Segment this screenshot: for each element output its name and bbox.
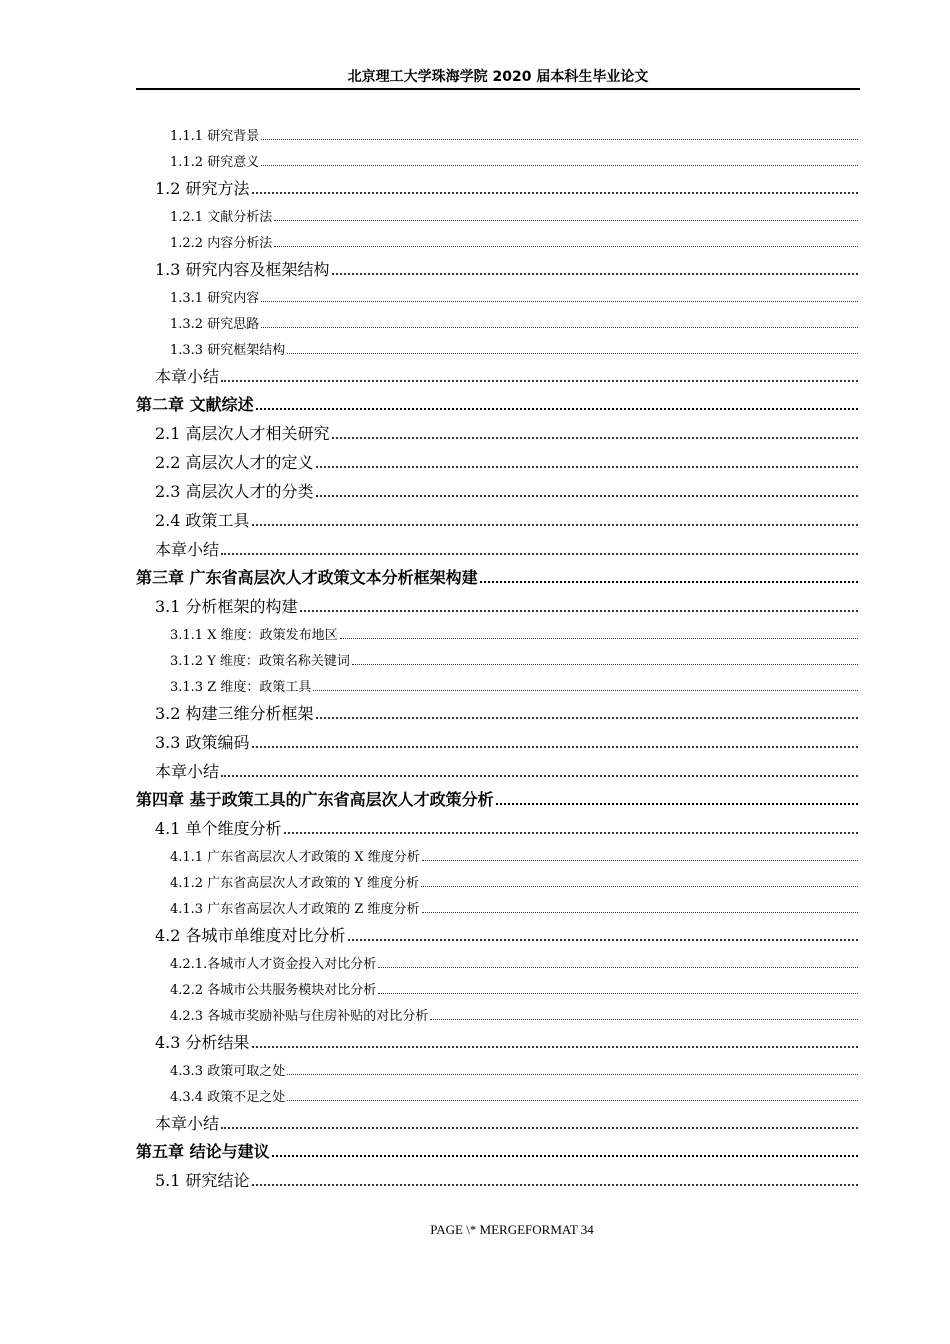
toc-entry[interactable] (155, 1024, 858, 1053)
header-title: 北京理工大学珠海学院 2020 届本科生毕业论文 (347, 69, 649, 85)
toc-entry-label: 1.1.2 研究意义 (170, 155, 260, 170)
toc-entry-label: 第三章 广东省高层次人才政策文本分析框架构建 (136, 568, 478, 587)
dot-leader (316, 466, 858, 468)
dot-leader (221, 553, 858, 555)
toc-entry[interactable] (155, 724, 858, 753)
dot-leader (252, 1046, 858, 1048)
toc-entry-label: 1.3.2 研究思路 (170, 317, 260, 332)
toc-entry[interactable] (170, 280, 858, 306)
toc-entry-label: 3.1.2 Y 维度：政策名称关键词 (170, 654, 350, 669)
dot-leader (422, 860, 858, 861)
toc-entry-label: 4.1.3 广东省高层次人才政策的 Z 维度分析 (170, 902, 420, 917)
toc-entry-label: 4.3.4 政策不足之处 (170, 1090, 286, 1105)
toc-entry-label: 第五章 结论与建议 (136, 1142, 270, 1161)
toc-entry-label: 3.1 分析框架的构建 (155, 597, 298, 616)
toc-entry[interactable] (136, 387, 858, 415)
toc-entry-label: 3.1.1 X 维度：政策发布地区 (170, 628, 338, 643)
toc-entry-label: 1.3 研究内容及框架结构 (155, 260, 330, 279)
toc-entry[interactable] (170, 144, 858, 170)
dot-leader (313, 690, 858, 691)
dot-leader (422, 912, 858, 913)
dot-leader (252, 746, 858, 748)
toc-entry[interactable] (170, 865, 858, 891)
dot-leader (287, 1074, 858, 1075)
dot-leader (287, 353, 858, 354)
toc-entry-label: 1.3.1 研究内容 (170, 291, 260, 306)
dot-leader (256, 408, 858, 410)
toc-entry[interactable] (155, 170, 858, 199)
toc-entry[interactable] (155, 358, 858, 387)
toc-entry-label: 1.3.3 研究框架结构 (170, 343, 286, 358)
toc-entry-label: 4.3.3 政策可取之处 (170, 1064, 286, 1079)
dot-leader (274, 246, 858, 247)
toc-entry-label: 5.1 研究结论 (155, 1171, 250, 1190)
toc-entry-label: 4.1 单个维度分析 (155, 819, 282, 838)
dot-leader (348, 939, 858, 941)
toc-entry[interactable] (155, 810, 858, 839)
toc-entry-label: 4.2.2 各城市公共服务模块对比分析 (170, 983, 377, 998)
toc-entry[interactable] (136, 782, 858, 810)
dot-leader (252, 1184, 858, 1186)
toc-entry-label: 2.2 高层次人才的定义 (155, 453, 314, 472)
dot-leader (287, 1100, 858, 1101)
dot-leader (316, 717, 858, 719)
dot-leader (332, 437, 858, 439)
dot-leader (332, 273, 858, 275)
toc-entry[interactable] (170, 998, 858, 1024)
toc-entry-label: 4.3 分析结果 (155, 1033, 250, 1052)
dot-leader (221, 1127, 858, 1129)
dot-leader (221, 380, 858, 382)
toc-entry[interactable] (170, 669, 858, 695)
dot-leader (272, 1155, 858, 1157)
toc-entry[interactable] (170, 199, 858, 225)
toc-entry[interactable] (170, 643, 858, 669)
dot-leader (252, 192, 858, 194)
toc-entry[interactable] (155, 1162, 858, 1191)
dot-leader (480, 581, 858, 583)
toc-entry[interactable] (155, 531, 858, 560)
dot-leader (274, 220, 858, 221)
toc-entry-label: 3.3 政策编码 (155, 733, 250, 752)
toc-entry[interactable] (170, 1053, 858, 1079)
page-field-code: PAGE \* MERGEFORMAT 34 (430, 1222, 594, 1237)
toc-entry-label: 4.2.1.各城市人才资金投入对比分析 (170, 957, 377, 972)
dot-leader (261, 301, 858, 302)
toc-entry[interactable] (155, 444, 858, 473)
dot-leader (261, 327, 858, 328)
toc-entry[interactable] (170, 118, 858, 144)
dot-leader (352, 664, 858, 665)
toc-entry-label: 本章小结 (155, 762, 220, 781)
toc-entry-label: 1.2.2 内容分析法 (170, 236, 273, 251)
toc-entry-label: 3.2 构建三维分析框架 (155, 704, 314, 723)
page-footer (0, 1222, 950, 1238)
toc-entry[interactable] (155, 415, 858, 444)
toc-entry-label: 1.2 研究方法 (155, 179, 250, 198)
toc-entry[interactable] (170, 839, 858, 865)
toc-entry-label: 2.1 高层次人才相关研究 (155, 424, 330, 443)
toc-entry-label: 4.1.2 广东省高层次人才政策的 Y 维度分析 (170, 876, 420, 891)
dot-leader (300, 610, 858, 612)
toc-entry-label: 2.4 政策工具 (155, 511, 250, 530)
toc-entry[interactable] (170, 306, 858, 332)
toc-entry-label: 本章小结 (155, 1114, 220, 1133)
toc-entry-label: 3.1.3 Z 维度：政策工具 (170, 680, 312, 695)
toc-entry[interactable] (155, 251, 858, 280)
toc-entry[interactable] (155, 917, 858, 946)
dot-leader (496, 803, 858, 805)
dot-leader (378, 993, 858, 994)
toc-entry[interactable] (136, 560, 858, 588)
toc-entry-label: 1.2.1 文献分析法 (170, 210, 273, 225)
toc-entry[interactable] (170, 891, 858, 917)
toc-entry-label: 本章小结 (155, 540, 220, 559)
toc-entry[interactable] (155, 1105, 858, 1134)
toc-entry[interactable] (170, 946, 858, 972)
toc-entry[interactable] (155, 473, 858, 502)
toc-entry[interactable] (155, 753, 858, 782)
toc-entry[interactable] (155, 695, 858, 724)
toc-entry-label: 2.3 高层次人才的分类 (155, 482, 314, 501)
toc-entry[interactable] (155, 588, 858, 617)
page-header (136, 66, 860, 90)
toc-entry-label: 第四章 基于政策工具的广东省高层次人才政策分析 (136, 790, 494, 809)
toc-entry[interactable] (170, 225, 858, 251)
dot-leader (316, 495, 858, 497)
toc-entry-label: 1.1.1 研究背景 (170, 129, 260, 144)
dot-leader (284, 832, 858, 834)
toc-entry-label: 4.2 各城市单维度对比分析 (155, 926, 346, 945)
toc-entry[interactable] (170, 617, 858, 643)
table-of-contents (0, 118, 950, 1191)
dot-leader (378, 967, 858, 968)
dot-leader (430, 1019, 858, 1020)
toc-entry-label: 4.2.3 各城市奖励补贴与住房补贴的对比分析 (170, 1009, 429, 1024)
dot-leader (221, 775, 858, 777)
toc-entry-label: 4.1.1 广东省高层次人才政策的 X 维度分析 (170, 850, 420, 865)
dot-leader (340, 638, 858, 639)
toc-entry-label: 第二章 文献综述 (136, 395, 254, 414)
dot-leader (261, 139, 858, 140)
toc-entry[interactable] (136, 1134, 858, 1162)
dot-leader (252, 524, 858, 526)
dot-leader (261, 165, 858, 166)
toc-entry-label: 本章小结 (155, 367, 220, 386)
toc-entry[interactable] (170, 1079, 858, 1105)
dot-leader (421, 886, 858, 887)
toc-entry[interactable] (155, 502, 858, 531)
toc-entry[interactable] (170, 332, 858, 358)
toc-entry[interactable] (170, 972, 858, 998)
